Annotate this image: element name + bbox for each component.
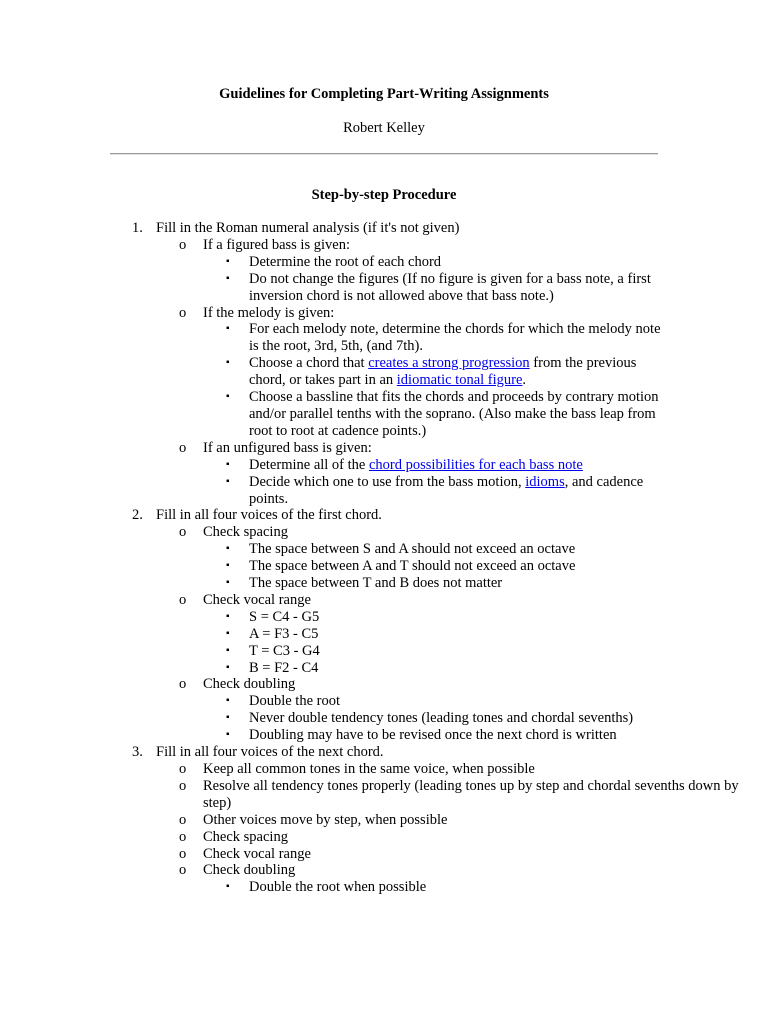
circle-bullet-icon: o — [179, 811, 187, 828]
bullet-item — [0, 575, 768, 592]
step-number: 2. — [132, 507, 143, 524]
bullet-text-pre: Determine all of the — [249, 456, 369, 473]
circle-bullet-icon: o — [179, 845, 187, 862]
idiomatic-tonal-figure-link[interactable]: idiomatic tonal figure — [396, 372, 523, 389]
bullet-item — [0, 254, 768, 271]
bullet-item — [0, 727, 768, 744]
substep-text: Other voices move by step, when possible — [203, 811, 448, 828]
substep-text: Check vocal range — [203, 845, 311, 862]
circle-bullet-icon: o — [179, 676, 187, 693]
substep-item — [0, 305, 768, 322]
bullet-text: Choose a bassline that fits the chords and proceeds by contrary motion and/or parallel tenths with the soprano. (Also make the bass leap from root to root at cadence points.) — [249, 389, 659, 439]
bullet-item — [0, 710, 768, 727]
bullet-text: The space between S and A should not exceed an octave — [249, 541, 576, 558]
circle-bullet-icon: o — [179, 524, 187, 541]
step-item — [0, 507, 768, 524]
substep-text: Check spacing — [203, 828, 288, 845]
substep-text: Resolve all tendency tones properly (leading tones up by step and chordal sevenths down by step) — [203, 777, 739, 811]
substep-text: If the melody is given: — [203, 304, 335, 321]
bullet-text-mid: from the previous chord, or takes part in an — [249, 355, 637, 389]
substep-item — [0, 676, 768, 693]
idioms-link[interactable]: idioms — [525, 473, 565, 490]
substep-item — [0, 862, 768, 879]
bullet-item — [0, 626, 768, 643]
bullet-item — [0, 271, 768, 305]
step-text: Fill in all four voices of the next chord. — [156, 744, 384, 761]
square-bullet-icon: ▪ — [226, 272, 230, 284]
bullet-text: Double the root when possible — [249, 879, 427, 896]
substep-text: If a figured bass is given: — [203, 236, 350, 253]
step-text: Fill in all four voices of the first chord. — [156, 507, 382, 524]
square-bullet-icon: ▪ — [226, 881, 230, 893]
bullet-text: Double the root — [249, 693, 341, 710]
square-bullet-icon: ▪ — [226, 475, 230, 487]
bullet-item — [0, 693, 768, 710]
bullet-text: Do not change the figures (If no figure is given for a bass note, a first inversion chord is not allowed above that bass note.) — [249, 270, 651, 304]
circle-bullet-icon: o — [179, 862, 187, 879]
bullet-item — [0, 558, 768, 575]
bullet-item — [0, 643, 768, 660]
circle-bullet-icon: o — [179, 439, 187, 456]
substep-text: Check doubling — [203, 862, 296, 879]
bullet-item — [0, 355, 768, 389]
chord-possibilities-link[interactable]: chord possibilities for each bass note — [368, 456, 583, 473]
square-bullet-icon: ▪ — [226, 644, 230, 656]
substep-item — [0, 237, 768, 254]
square-bullet-icon: ▪ — [226, 458, 230, 470]
circle-bullet-icon: o — [179, 761, 187, 777]
square-bullet-icon: ▪ — [226, 357, 230, 369]
document-title: Guidelines for Completing Part-Writing Assignments — [219, 86, 549, 102]
square-bullet-icon: ▪ — [226, 729, 230, 741]
bullet-text-post: , and cadence points. — [249, 473, 644, 507]
bullet-text: Doubling may have to be revised once the next chord is written — [249, 727, 617, 744]
substep-item — [0, 440, 768, 457]
square-bullet-icon: ▪ — [226, 712, 230, 724]
bullet-text: A = F3 - C5 — [249, 625, 319, 642]
procedure-list — [0, 220, 768, 896]
substep-text: Keep all common tones in the same voice, when possible — [203, 761, 535, 777]
step-number: 1. — [132, 220, 143, 236]
step-item — [0, 744, 768, 761]
horizontal-rule — [110, 153, 658, 155]
substep-item — [0, 592, 768, 609]
substep-item — [0, 761, 768, 778]
bullet-text: Never double tendency tones (leading tones and chordal sevenths) — [249, 710, 634, 727]
step-text: Fill in the Roman numeral analysis (if it's not given) — [156, 220, 460, 236]
square-bullet-icon: ▪ — [226, 323, 230, 335]
substep-item — [0, 778, 768, 812]
substep-item — [0, 524, 768, 541]
document-author: Robert Kelley — [343, 120, 425, 136]
circle-bullet-icon: o — [179, 591, 187, 608]
bullet-item — [0, 457, 768, 474]
bullet-item — [0, 879, 768, 896]
substep-text: Check vocal range — [203, 591, 311, 608]
substep-text: Check doubling — [203, 676, 296, 693]
square-bullet-icon: ▪ — [226, 695, 230, 707]
circle-bullet-icon: o — [179, 777, 187, 794]
square-bullet-icon: ▪ — [226, 560, 230, 572]
circle-bullet-icon: o — [179, 236, 187, 253]
substep-item — [0, 829, 768, 846]
bullet-text-pre: Decide which one to use from the bass motion, — [249, 473, 526, 490]
substep-item — [0, 812, 768, 829]
square-bullet-icon: ▪ — [226, 627, 230, 639]
strong-progression-link[interactable]: creates a strong progression — [368, 355, 530, 372]
bullet-text: B = F2 - C4 — [249, 659, 319, 676]
step-number: 3. — [132, 744, 143, 761]
bullet-item — [0, 321, 768, 355]
bullet-text-post: . — [522, 372, 527, 389]
square-bullet-icon: ▪ — [226, 577, 230, 589]
substep-text: Check spacing — [203, 524, 288, 541]
bullet-item — [0, 541, 768, 558]
section-title: Step-by-step Procedure — [311, 187, 457, 203]
square-bullet-icon: ▪ — [226, 610, 230, 622]
bullet-text: Determine the root of each chord — [249, 253, 442, 270]
substep-text: If an unfigured bass is given: — [203, 439, 372, 456]
square-bullet-icon: ▪ — [226, 661, 230, 673]
bullet-text: T = C3 - G4 — [249, 642, 320, 659]
substep-item — [0, 846, 768, 863]
square-bullet-icon: ▪ — [226, 543, 230, 555]
step-item — [0, 220, 768, 237]
bullet-text: S = C4 - G5 — [249, 608, 320, 625]
bullet-item — [0, 474, 768, 508]
bullet-text: The space between T and B does not matter — [249, 575, 503, 592]
bullet-text: The space between A and T should not exceed an octave — [249, 558, 576, 575]
circle-bullet-icon: o — [179, 304, 187, 321]
bullet-text-pre: Choose a chord that — [249, 355, 369, 372]
square-bullet-icon: ▪ — [226, 255, 230, 267]
bullet-text: For each melody note, determine the chords for which the melody note is the root, 3rd, 5th, (and 7th). — [249, 321, 661, 355]
square-bullet-icon: ▪ — [226, 391, 230, 403]
bullet-item — [0, 609, 768, 626]
bullet-item — [0, 660, 768, 677]
bullet-item — [0, 389, 768, 440]
circle-bullet-icon: o — [179, 828, 187, 845]
